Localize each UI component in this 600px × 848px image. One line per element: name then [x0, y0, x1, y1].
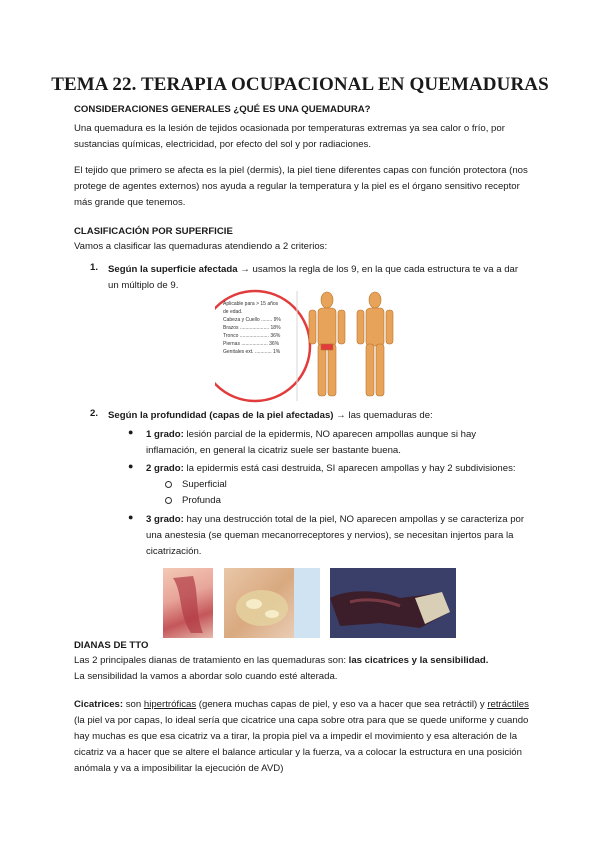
bullet-icon: ● — [128, 461, 134, 471]
grado-label: 3 grado: — [146, 514, 184, 525]
term-retractiles: retráctiles — [487, 699, 529, 710]
list-item-profundidad-text: → las quemaduras de: — [333, 410, 433, 421]
rule-of-nines-text — [223, 300, 303, 356]
dianas-text: Las 2 principales dianas de tratamiento en las quemaduras son: — [74, 655, 349, 666]
paragraph-sensibilidad: La sensibilidad la vamos a abordar solo cuando esté alterada. — [74, 671, 338, 682]
grado-label: 1 grado: — [146, 429, 184, 440]
first-degree-burn-image — [163, 568, 213, 638]
list-item-grado-1 — [146, 427, 526, 459]
cicatrices-text: (genera muchas capas de piel, y eso va a hacer que sea retráctil) y — [196, 699, 488, 710]
term-hipertroficas: hipertróficas — [143, 699, 197, 710]
paragraph-tejido: El tejido que primero se afecta es la piel (dermis), la piel tiene diferentes capas con función protectora (nos protege de agentes externos) nos ayuda a regular la temperatura y la piel es el órgano sensitivo receptor más grande que tenemos. — [74, 165, 528, 208]
list-number-2: 2. — [90, 408, 99, 419]
cicatrices-label: Cicatrices: — [74, 699, 124, 710]
burn-photo-first-degree — [163, 568, 213, 638]
third-degree-burn-image — [330, 568, 456, 638]
list-item-profundidad-bold: Según la profundidad (capas de la piel afectadas) — [108, 410, 334, 421]
list-number-1: 1. — [90, 262, 99, 273]
list-item-grado-3 — [146, 512, 526, 560]
grado-text: la epidermis está casi destruida, SI aparecen ampollas y hay 2 subdivisiones: — [183, 463, 516, 474]
paragraph-cicatrices — [74, 697, 532, 777]
paragraph-criterios: Vamos a clasificar las quemaduras atendiendo a 2 criterios: — [74, 241, 328, 252]
grado-text: hay una destrucción total de la piel, NO aparecen ampollas y se caracteriza por una anestesia (se queman mecanorreceptores y nervios), se necesitan injertos para la cicatrización. — [146, 514, 525, 557]
heading-dianas: DIANAS DE TTO — [74, 640, 149, 651]
subdivision-superficial: Superficial — [182, 479, 227, 490]
figure-line: Aplicable para > 15 años — [223, 301, 279, 307]
paragraph-dianas — [74, 653, 534, 669]
body-front-icon — [309, 292, 345, 396]
list-item-profundidad — [108, 408, 528, 424]
paragraph-definicion: Una quemadura es la lesión de tejidos ocasionada por temperaturas extremas ya sea calor o frío, por sustancias químicas, electricidad, por efecto del sol y por radiaciones. — [74, 123, 505, 150]
list-item-superficie-bold: Según la superficie afectada — [108, 264, 238, 275]
burn-photo-third-degree — [330, 568, 456, 638]
bullet-icon: ● — [128, 512, 134, 522]
figure-line: Genitales ext. ............ 1% — [223, 349, 281, 355]
sub-bullet-icon — [165, 497, 172, 504]
rule-of-nines-figure — [215, 286, 405, 406]
heading-consideraciones: CONSIDERACIONES GENERALES ¿QUÉ ES UNA QUEMADURA? — [74, 104, 371, 115]
page-title: TEMA 22. TERAPIA OCUPACIONAL EN QUEMADURAS — [51, 74, 549, 95]
list-item-superficie-text: → usamos la regla de los 9, en la que cada estructura te va a dar un múltiplo de 9. — [108, 264, 519, 291]
second-degree-burn-image — [224, 568, 320, 638]
cicatrices-text: son — [123, 699, 144, 710]
heading-clasificacion: CLASIFICACIÓN POR SUPERFICIE — [74, 226, 233, 237]
figure-line: Cabeza y Cuello ........ 9% — [223, 317, 281, 323]
burn-photo-second-degree — [224, 568, 320, 638]
figure-line: Piernas ................... 36% — [223, 341, 280, 347]
dianas-bold: las cicatrices y la sensibilidad. — [348, 655, 489, 666]
subdivision-profunda: Profunda — [182, 495, 221, 506]
figure-line: Tronco ..................... 36% — [223, 333, 281, 339]
body-back-icon — [357, 292, 393, 396]
grado-text: lesión parcial de la epidermis, NO aparecen ampollas aunque si hay inflamación, en general la cicatriz suele ser bastante buena. — [146, 429, 477, 456]
list-item-grado-2 — [146, 461, 536, 477]
cicatrices-text: (la piel va por capas, lo ideal sería que cicatrice una capa sobre otra para que se quede uniforme y cuando hay muchas es que esa cicatriz va a tirar, la propia piel va a impedir el movimiento y esa alteración de la cicatriz va a hacer que se altere el balance articular y la fuerza, va a colocar la estructura en una posición anómala y va a imposibilitar la ejecución de AVD) — [74, 715, 529, 774]
sub-bullet-icon — [165, 481, 172, 488]
figure-line: Brazos ..................... 18% — [223, 325, 281, 331]
grado-label: 2 grado: — [146, 463, 184, 474]
bullet-icon: ● — [128, 427, 134, 437]
figure-line: de edad. — [223, 309, 243, 315]
